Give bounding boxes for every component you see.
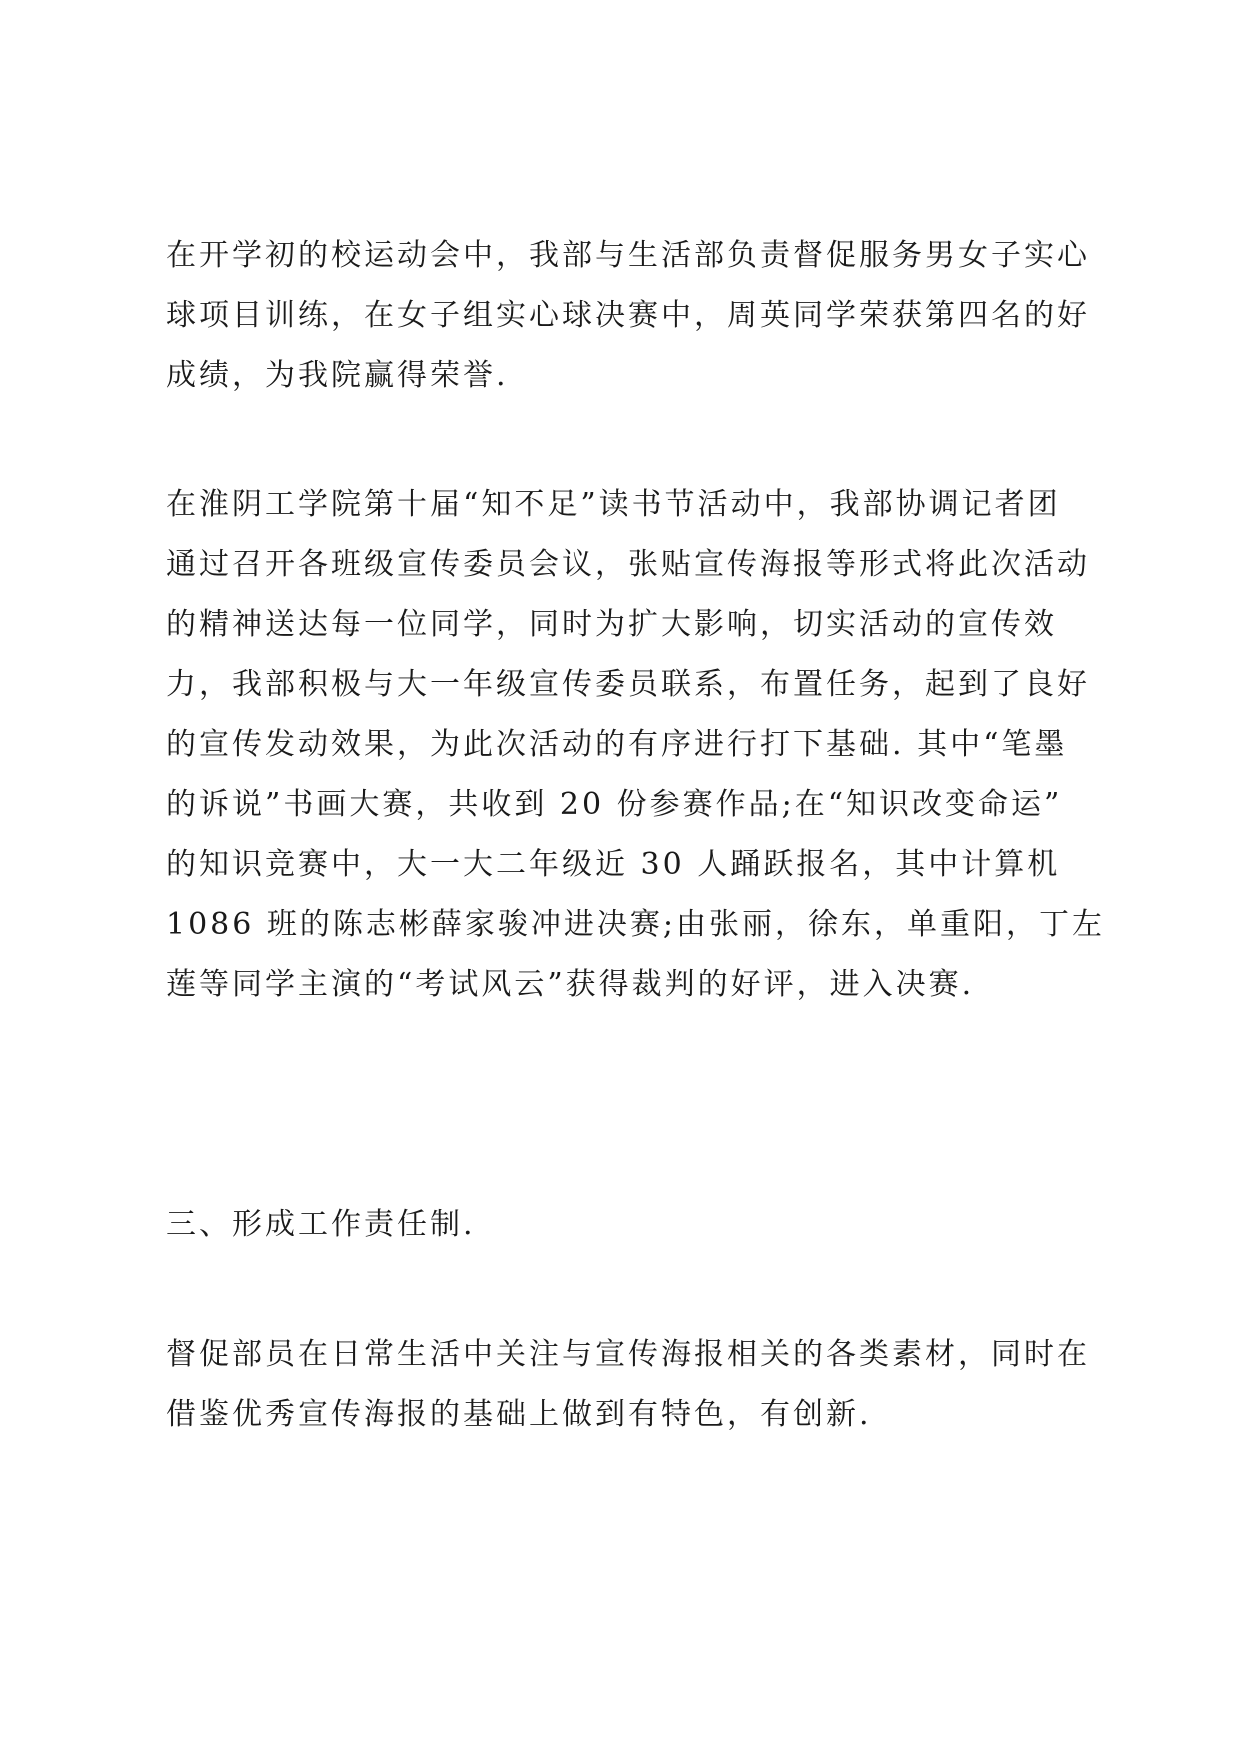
- section-heading: [166, 1195, 1096, 1255]
- text-line: 力，我部积极与大一年级宣传委员联系，布置任务，起到了良好: [166, 667, 1090, 702]
- text-line: 借鉴优秀宣传海报的基础上做到有特色，有创新.: [166, 1397, 872, 1432]
- text-line: 球项目训练，在女子组实心球决赛中，周英同学荣获第四名的好: [166, 298, 1090, 333]
- text-line: 的精神送达每一位同学，同时为扩大影响，切实活动的宣传效: [166, 607, 1057, 642]
- text-line: 督促部员在日常生活中关注与宣传海报相关的各类素材，同时在: [166, 1337, 1090, 1372]
- text-line: 的知识竞赛中，大一大二年级近 30 人踊跃报名，其中计算机: [166, 847, 1061, 882]
- text-line: 1086 班的陈志彬薛家骏冲进决赛;由张丽，徐东，单重阳，丁左: [166, 907, 1105, 942]
- text-line: 莲等同学主演的“考试风云”获得裁判的好评，进入决赛.: [166, 967, 975, 1002]
- text-line: 的宣传发动效果，为此次活动的有序进行打下基础. 其中“笔墨: [166, 727, 1068, 762]
- text-line: 成绩，为我院赢得荣誉.: [166, 358, 509, 393]
- text-line: 在开学初的校运动会中，我部与生活部负责督促服务男女子实心: [166, 238, 1090, 273]
- text-line: 三、形成工作责任制.: [166, 1207, 476, 1242]
- text-line: 的诉说”书画大赛，共收到 20 份参赛作品;在“知识改变命运”: [166, 787, 1063, 822]
- text-line: 通过召开各班级宣传委员会议，张贴宣传海报等形式将此次活动: [166, 547, 1090, 582]
- paragraph-reading-festival: [166, 475, 1105, 1015]
- paragraph-sports-meet: [166, 226, 1096, 406]
- text-line: 在淮阴工学院第十届“知不足”读书节活动中，我部协调记者团: [166, 487, 1061, 522]
- paragraph-responsibility: [166, 1325, 1096, 1445]
